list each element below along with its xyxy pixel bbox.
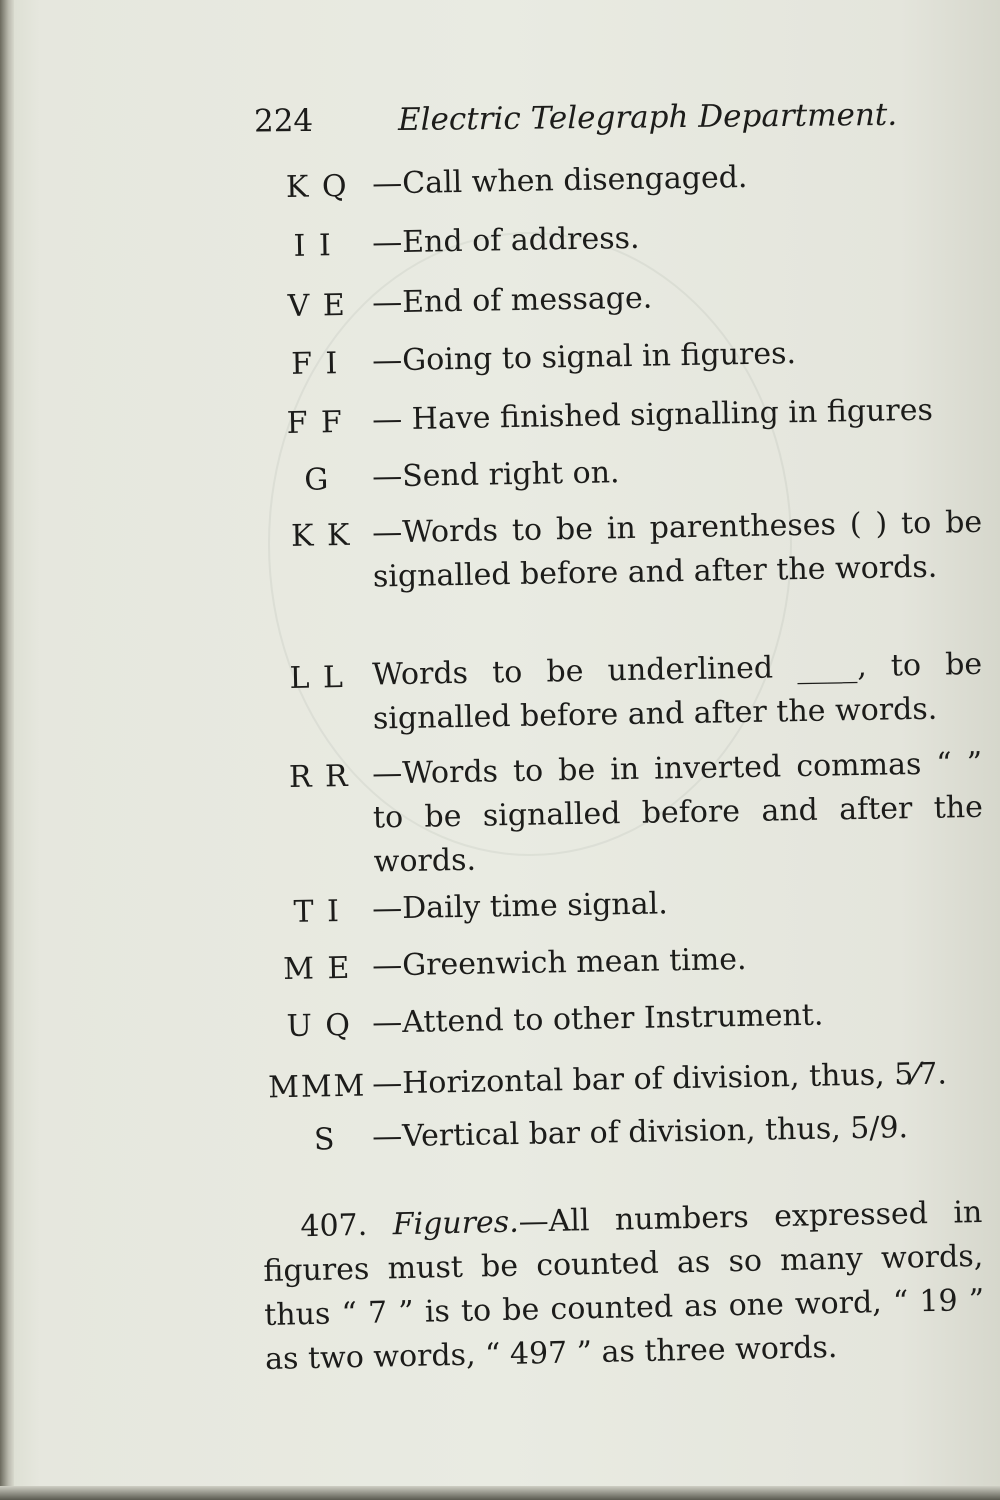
signal-description: —Greenwich mean time. xyxy=(371,941,747,984)
signal-row xyxy=(0,1056,1000,1106)
signal-description: —Going to signal in figures. xyxy=(371,336,797,379)
running-head: Electric Telegraph Department. xyxy=(397,96,898,139)
signal-row xyxy=(0,504,1000,595)
signal-code: S xyxy=(313,1122,337,1158)
signal-description: —Call when disengaged. xyxy=(371,159,748,202)
signal-description: —Horizontal bar of division, thus, 5⁄7. xyxy=(371,1056,948,1102)
signal-code: U Q xyxy=(286,1007,353,1044)
signal-row xyxy=(0,392,1000,441)
signal-row xyxy=(0,997,1000,1044)
paragraph-heading: Figures. xyxy=(392,1204,520,1243)
signal-code: F F xyxy=(286,405,345,441)
signal-code: R R xyxy=(288,758,350,795)
signal-row xyxy=(0,335,1000,382)
signal-description: —Daily time signal. xyxy=(371,886,669,927)
signal-row xyxy=(0,883,1000,930)
paragraph-number: 407. xyxy=(300,1207,368,1245)
signal-code: M E xyxy=(282,950,352,988)
signal-row xyxy=(0,745,1000,880)
signal-description: —Vertical bar of division, thus, 5/9. xyxy=(371,1110,909,1155)
signal-description: Words to be underlined ____, to be signalled before and after the words. xyxy=(371,646,983,737)
signal-description: — Have finished signalling in figures xyxy=(371,392,934,438)
signal-description: —End of message. xyxy=(371,280,653,321)
signal-row xyxy=(0,1110,1000,1158)
signal-code: L L xyxy=(289,659,346,696)
signal-code: I I xyxy=(293,228,334,264)
signal-code: K Q xyxy=(285,168,349,206)
signal-code: G xyxy=(303,462,331,498)
signal-description: —Words to be in parentheses ( ) to be signalled before and after the words. xyxy=(371,504,983,595)
page-number: 224 xyxy=(253,102,314,140)
paragraph-text: —All numbers expressed in figures must be counted as so many words, thus “ 7 ” is to be counted as one word, “ 19 ” as two words, “ 497 ” as three words. xyxy=(263,1194,985,1377)
signal-row xyxy=(0,451,1000,498)
signal-row xyxy=(0,158,1000,206)
page-gutter-left xyxy=(0,0,14,1500)
signal-row xyxy=(0,646,1000,737)
signal-code: T I xyxy=(293,894,342,930)
signal-row xyxy=(0,277,1000,324)
signal-row xyxy=(0,217,1000,264)
signal-code: K K xyxy=(290,517,352,554)
signal-description: —Send right on. xyxy=(371,455,620,495)
signal-description: —Words to be in inverted commas “ ” to be signalled before and after the words. xyxy=(371,745,984,880)
page-header xyxy=(240,96,940,143)
signal-code: V E xyxy=(287,287,348,324)
page-edge-bottom xyxy=(0,1486,1000,1500)
signal-description: —End of address. xyxy=(371,220,640,261)
signal-code: MMM xyxy=(267,1068,367,1106)
signal-code: F I xyxy=(290,346,340,382)
paragraph-407 xyxy=(262,1191,986,1382)
signal-row xyxy=(0,940,1000,988)
signal-description: —Attend to other Instrument. xyxy=(371,997,824,1041)
